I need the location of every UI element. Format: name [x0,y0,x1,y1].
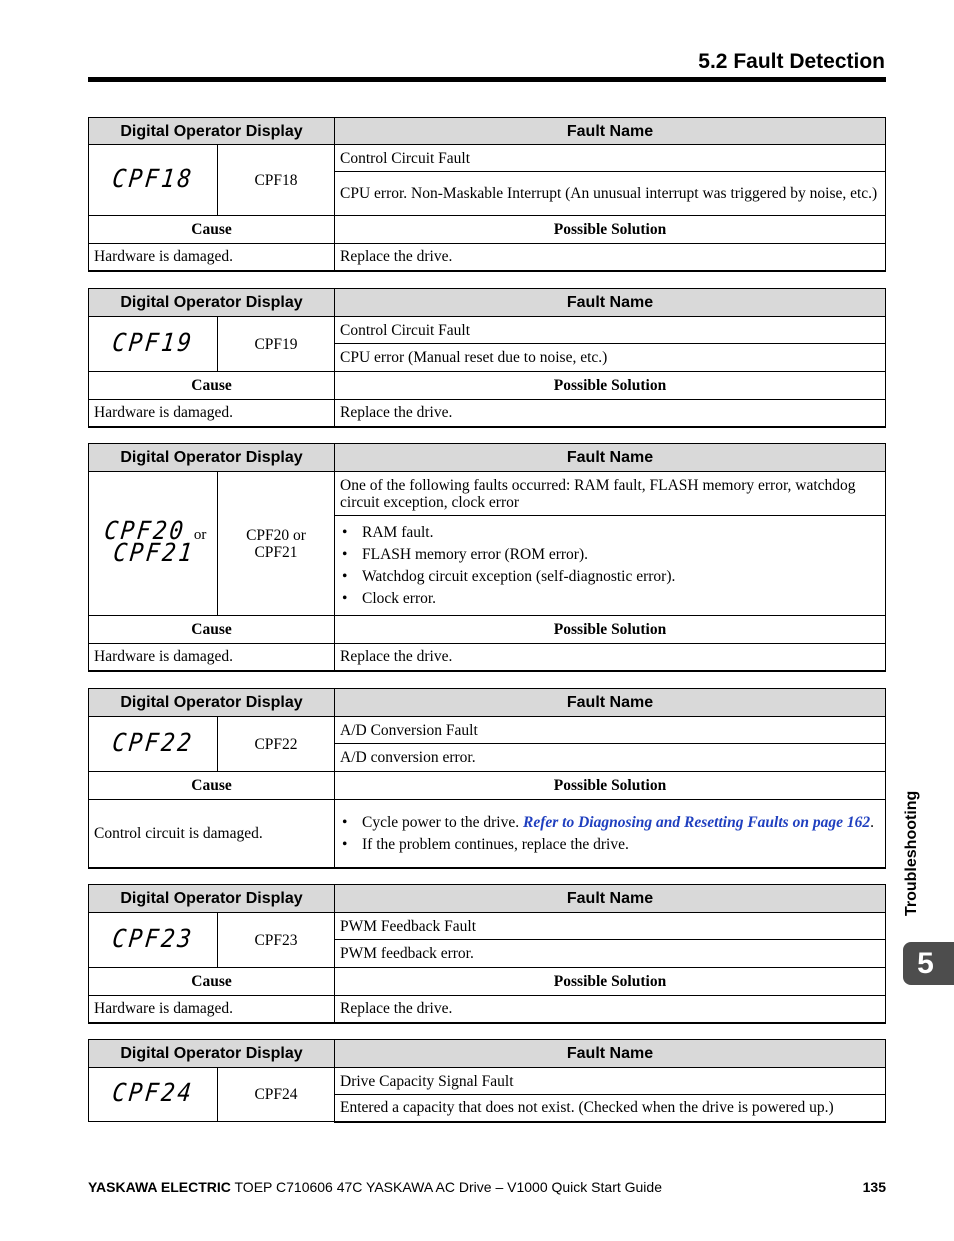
solution-list [335,800,886,868]
detail-item: • Clock error. [340,590,880,607]
fault-code [218,472,335,616]
fault-description: Entered a capacity that does not exist. (Checked when the drive is powered up.) [335,1095,886,1122]
display-or-text: or [193,527,207,543]
solution-item-text: Cycle power to the drive. [362,813,523,831]
solution-header: Possible Solution [335,616,886,644]
solution-header: Possible Solution [335,772,886,800]
fault-code-line: CPF21 [254,543,298,561]
operator-display [89,472,218,616]
fault-name-header: Fault Name [335,444,886,472]
cause-text: Hardware is damaged. [89,244,335,271]
fault-name: Control Circuit Fault [335,145,886,172]
solution-item-end: . [870,813,874,831]
segment-display-text: CPF24 [110,1078,196,1107]
cause-header: Cause [89,772,335,800]
fault-name: A/D Conversion Fault [335,717,886,744]
segment-display-text: CPF20 [102,516,187,545]
segment-display-text: CPF22 [110,727,196,757]
display-header: Digital Operator Display [89,1040,335,1068]
display-header: Digital Operator Display [89,444,335,472]
fault-table-cpf18 [88,117,886,272]
section-side-label: Troubleshooting [903,790,920,916]
fault-name-header: Fault Name [335,118,886,145]
fault-table-cpf23 [88,884,886,1024]
fault-details [335,516,886,616]
fault-name-header: Fault Name [335,1040,886,1068]
page-footer [88,1179,886,1195]
fault-code: CPF23 [218,913,335,968]
fault-description: CPU error. Non-Maskable Interrupt (An unusual interrupt was triggered by noise, etc.) [335,172,886,216]
cause-text: Hardware is damaged. [89,400,335,427]
operator-display [89,145,218,216]
cause-text: Hardware is damaged. [89,996,335,1023]
page-number: 135 [862,1179,886,1195]
solution-item [340,814,880,831]
cause-header: Cause [89,372,335,400]
fault-name: Control Circuit Fault [335,317,886,344]
display-header: Digital Operator Display [89,885,335,913]
footer-company: YASKAWA ELECTRIC [88,1179,231,1195]
solution-header: Possible Solution [335,216,886,244]
detail-item: • Watchdog circuit exception (self-diagnostic error). [340,568,880,585]
fault-name: Drive Capacity Signal Fault [335,1068,886,1095]
solution-item: • If the problem continues, replace the drive. [340,836,880,853]
operator-display [89,1068,218,1122]
fault-name: One of the following faults occurred: RAM fault, FLASH memory error, watchdog circuit exception, clock error [335,472,886,516]
section-title: 5.2 Fault Detection [698,50,885,73]
footer-document: TOEP C710606 47C YASKAWA AC Drive – V1000 Quick Start Guide [230,1179,662,1195]
fault-code: CPF18 [218,145,335,216]
fault-code-line: CPF20 or [246,526,306,544]
operator-display [89,913,218,968]
solution-header: Possible Solution [335,968,886,996]
segment-display-text: CPF19 [110,327,196,357]
operator-display [89,717,218,772]
cause-header: Cause [89,216,335,244]
fault-description: CPU error (Manual reset due to noise, etc.) [335,344,886,372]
solution-text: Replace the drive. [335,996,886,1023]
header-rule [88,77,886,82]
detail-item: • FLASH memory error (ROM error). [340,546,880,563]
fault-table-cpf24 [88,1039,886,1123]
cause-text: Control circuit is damaged. [89,800,335,868]
fault-name: PWM Feedback Fault [335,913,886,940]
segment-display-text: CPF23 [110,923,196,953]
cause-text: Hardware is damaged. [89,644,335,671]
display-header: Digital Operator Display [89,118,335,145]
segment-display-text: CPF21 [111,538,197,567]
fault-name-header: Fault Name [335,689,886,717]
solution-text: Replace the drive. [335,644,886,671]
fault-description: A/D conversion error. [335,744,886,772]
fault-code: CPF24 [218,1068,335,1122]
fault-description: PWM feedback error. [335,940,886,968]
chapter-tab: 5 [903,942,954,985]
fault-table-cpf19 [88,288,886,428]
operator-display [89,317,218,372]
solution-text: Replace the drive. [335,244,886,271]
solution-text: Replace the drive. [335,400,886,427]
display-header: Digital Operator Display [89,289,335,317]
segment-display-text: CPF18 [110,163,196,193]
cause-header: Cause [89,616,335,644]
detail-item: • RAM fault. [340,524,880,541]
fault-code: CPF19 [218,317,335,372]
fault-table-cpf22 [88,688,886,869]
fault-table-cpf20-cpf21 [88,443,886,672]
cause-header: Cause [89,968,335,996]
fault-name-header: Fault Name [335,885,886,913]
fault-code: CPF22 [218,717,335,772]
solution-header: Possible Solution [335,372,886,400]
cross-reference-link[interactable]: Refer to Diagnosing and Resetting Faults on page 162 [523,813,871,831]
display-header: Digital Operator Display [89,689,335,717]
fault-name-header: Fault Name [335,289,886,317]
